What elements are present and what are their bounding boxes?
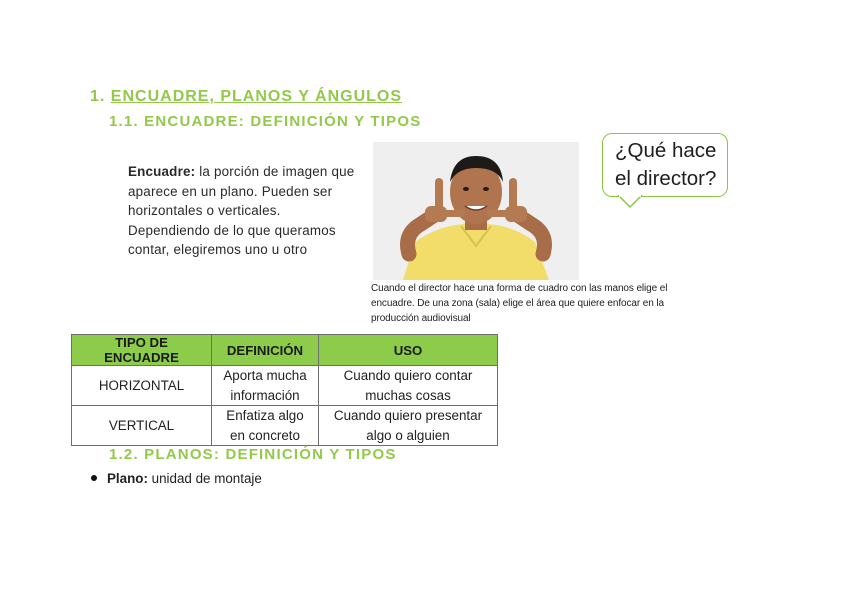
list-item xyxy=(91,471,262,486)
tipo-cell: HORIZONTAL xyxy=(72,366,212,406)
column-header-uso: USO xyxy=(319,335,498,366)
table-row xyxy=(72,366,498,406)
column-header-tipo: TIPO DE ENCUADRE xyxy=(72,335,212,366)
bullet-icon xyxy=(91,475,97,481)
photo-caption: Cuando el director hace una forma de cuadro con las manos elige el encuadre. De una zona (sala) elige el área que quiere enfocar en la producción audiovisual xyxy=(371,283,668,325)
bubble-line-2: el director? xyxy=(615,167,717,190)
uso-line-2: muchas cosas xyxy=(365,387,451,403)
heading-number: 1. xyxy=(90,88,106,105)
tipo-cell: VERTICAL xyxy=(72,406,212,446)
plano-term: Plano: xyxy=(107,471,148,486)
heading-section-1-2: 1.2. PLANOS: DEFINICIÓN Y TIPOS xyxy=(109,446,397,463)
encuadre-term: Encuadre: xyxy=(128,164,196,179)
speech-bubble-tail xyxy=(616,195,646,209)
column-header-definicion: DEFINICIÓN xyxy=(212,335,319,366)
speech-bubble xyxy=(602,133,728,197)
table-row xyxy=(72,406,498,446)
encuadre-definition xyxy=(128,162,364,260)
director-framing-illustration xyxy=(373,142,579,280)
encuadre-text: la porción de imagen que aparece en un plano. Pueden ser horizontales o verticales. Dependiendo de lo que queramos contar, elegiremos uno u otro xyxy=(128,164,355,258)
uso-cell xyxy=(319,366,498,406)
uso-line-1: Cuando quiero presentar xyxy=(333,408,483,424)
encuadre-table xyxy=(71,334,498,446)
uso-line-1: Cuando quiero contar xyxy=(343,368,473,383)
plano-text: unidad de montaje xyxy=(147,471,262,486)
uso-line-2: algo o alguien xyxy=(366,427,450,443)
heading-title: ENCUADRE, PLANOS Y ÁNGULOS xyxy=(110,88,403,105)
definicion-line-1: Enfatiza algo xyxy=(226,408,304,424)
definicion-cell xyxy=(212,406,319,446)
definicion-line-2: información xyxy=(230,387,300,403)
definicion-line-2: en concreto xyxy=(230,427,300,443)
director-framing-photo xyxy=(373,142,579,280)
heading-section-1 xyxy=(90,88,402,106)
uso-cell xyxy=(319,406,498,446)
heading-section-1-1: 1.1. ENCUADRE: DEFINICIÓN Y TIPOS xyxy=(109,113,422,130)
definicion-line-1: Aporta mucha xyxy=(223,368,307,383)
definicion-cell xyxy=(212,366,319,406)
bubble-line-1: ¿Qué hace xyxy=(615,139,717,162)
table-header-row xyxy=(72,335,498,366)
